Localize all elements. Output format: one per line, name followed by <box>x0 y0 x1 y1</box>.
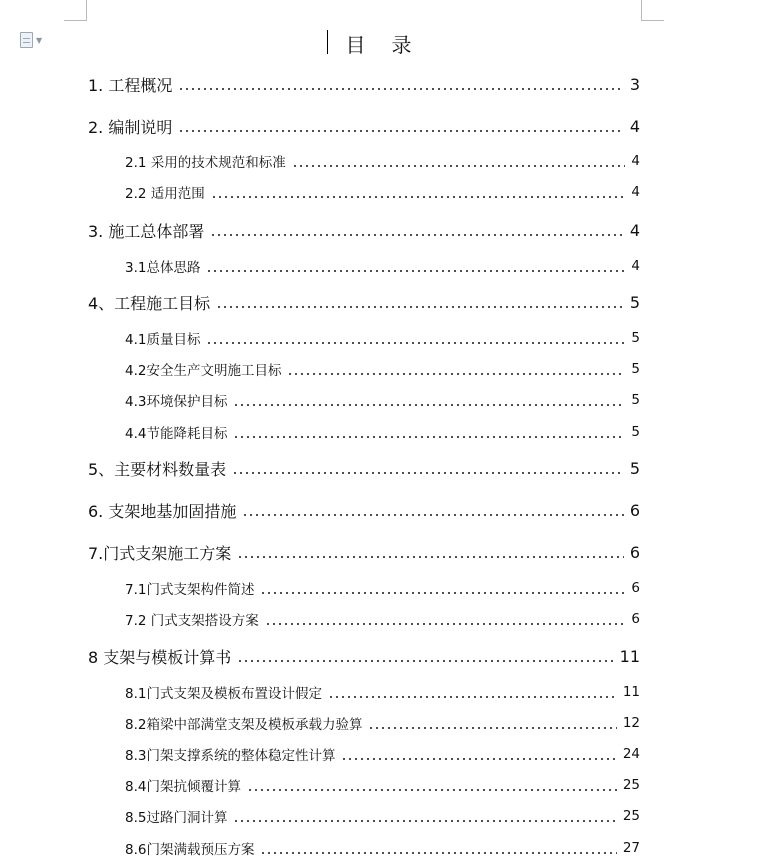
toc-entry-page-number: 4 <box>629 220 640 240</box>
toc-subentry[interactable] <box>0 711 757 735</box>
toc-entry-page-number: 12 <box>622 715 640 731</box>
toc-entry-page-number: 6 <box>631 580 640 596</box>
toc-entry-label: 8.5过路门洞计算 <box>125 810 228 826</box>
toc-entry-label: 2.2 适用范围 <box>125 186 205 202</box>
toc-subentry[interactable] <box>0 773 757 797</box>
toc-entry-label: 4.4节能降耗目标 <box>125 426 228 442</box>
toc-entry-page-number: 11 <box>622 684 640 700</box>
toc-subentry[interactable] <box>0 804 757 828</box>
toc-entry-page-number: 5 <box>629 292 640 312</box>
toc-entry[interactable] <box>0 72 757 96</box>
toc-entry-page-number: 5 <box>629 458 640 478</box>
toc-entry-label: 8.6门架满载预压方案 <box>125 842 255 858</box>
toc-entry-label: 1. 工程概况 <box>88 75 173 95</box>
toc-subentry[interactable] <box>0 836 757 860</box>
toc-entry[interactable] <box>0 290 757 314</box>
toc-leader-dots <box>206 270 625 272</box>
toc-entry-label: 3. 施工总体部署 <box>88 221 205 241</box>
toc-leader-dots <box>242 514 623 516</box>
toc-entry-label: 7.门式支架施工方案 <box>88 543 232 563</box>
toc-entry[interactable] <box>0 540 757 564</box>
toc-leader-dots <box>260 852 616 854</box>
toc-leader-dots <box>265 623 626 625</box>
toc-entry-label: 2.1 采用的技术规范和标准 <box>125 155 286 171</box>
toc-entry-label: 4、工程施工目标 <box>88 293 211 313</box>
toc-leader-dots <box>210 234 623 236</box>
toc-entry-label: 3.1总体思路 <box>125 260 201 276</box>
toc-entry-page-number: 4 <box>629 116 640 136</box>
toc-entry-label: 8 支架与模板计算书 <box>88 647 232 667</box>
toc-leader-dots <box>233 436 625 438</box>
toc-leader-dots <box>211 196 626 198</box>
toc-leader-dots <box>287 373 625 375</box>
toc-entry-page-number: 25 <box>622 808 640 824</box>
toc-title-char-2: 录 <box>391 33 412 57</box>
toc-title-char-1: 目 <box>345 33 366 57</box>
toc-entry-label: 4.2安全生产文明施工目标 <box>125 363 282 379</box>
toc-entry-label: 6. 支架地基加固措施 <box>88 501 237 521</box>
toc-entry[interactable] <box>0 456 757 480</box>
toc-leader-dots <box>368 727 616 729</box>
toc-subentry[interactable] <box>0 576 757 600</box>
toc-entry-label: 8.4门架抗倾覆计算 <box>125 779 241 795</box>
toc-entry-page-number: 3 <box>629 74 640 94</box>
toc-leader-dots <box>206 342 625 344</box>
toc-subentry[interactable] <box>0 742 757 766</box>
toc-leader-dots <box>247 789 617 791</box>
toc-entry-label: 8.1门式支架及模板布置设计假定 <box>125 686 322 702</box>
toc-entry-page-number: 5 <box>631 392 640 408</box>
toc-subentry[interactable] <box>0 420 757 444</box>
toc-leader-dots <box>178 88 623 90</box>
toc-leader-dots <box>232 472 624 474</box>
toc-leader-dots <box>260 592 625 594</box>
toc-leader-dots <box>233 404 625 406</box>
toc-entry-label: 7.1门式支架构件简述 <box>125 582 255 598</box>
toc-entry-label: 4.3环境保护目标 <box>125 394 228 410</box>
toc-subentry[interactable] <box>0 149 757 173</box>
toc-entry-page-number: 27 <box>622 840 640 856</box>
toc-entry-page-number: 5 <box>631 330 640 346</box>
toc-subentry[interactable] <box>0 388 757 412</box>
toc-leader-dots <box>237 660 613 662</box>
toc-leader-dots <box>341 758 616 760</box>
toc-subentry[interactable] <box>0 357 757 381</box>
page-corner-mark-top-right <box>641 0 664 21</box>
toc-entry-page-number: 4 <box>631 153 640 169</box>
toc-entry-label: 5、主要材料数量表 <box>88 459 227 479</box>
toc-leader-dots <box>328 696 617 698</box>
toc-subentry[interactable] <box>0 180 757 204</box>
toc-entry-label: 2. 编制说明 <box>88 117 173 137</box>
toc-subentry[interactable] <box>0 326 757 350</box>
toc-leader-dots <box>233 820 616 822</box>
toc-entry[interactable] <box>0 498 757 522</box>
toc-subentry[interactable] <box>0 607 757 631</box>
page-corner-mark-top-left <box>64 0 87 21</box>
toc-subentry[interactable] <box>0 254 757 278</box>
toc-entry-page-number: 6 <box>629 542 640 562</box>
toc-leader-dots <box>216 306 624 308</box>
toc-entry-page-number: 5 <box>631 361 640 377</box>
toc-entry-page-number: 4 <box>631 258 640 274</box>
toc-subentry[interactable] <box>0 680 757 704</box>
toc-leader-dots <box>292 165 626 167</box>
toc-entry[interactable] <box>0 218 757 242</box>
toc-title <box>0 29 757 58</box>
toc-entry-page-number: 6 <box>629 500 640 520</box>
toc-entry-label: 4.1质量目标 <box>125 332 201 348</box>
toc-entry-label: 7.2 门式支架搭设方案 <box>125 613 259 629</box>
toc-entry-page-number: 6 <box>631 611 640 627</box>
toc-entry-page-number: 5 <box>631 424 640 440</box>
toc-entry-page-number: 4 <box>631 184 640 200</box>
toc-entry-label: 8.3门架支撑系统的整体稳定性计算 <box>125 748 336 764</box>
toc-entry[interactable] <box>0 644 757 668</box>
chevron-down-icon: ▼ <box>36 35 43 45</box>
toc-entry-label: 8.2箱梁中部满堂支架及模板承载力验算 <box>125 717 363 733</box>
toc-leader-dots <box>178 130 623 132</box>
toc-entry-page-number: 25 <box>622 777 640 793</box>
toc-entry-page-number: 24 <box>622 746 640 762</box>
toc-entry-page-number: 11 <box>619 646 640 666</box>
toc-entry[interactable] <box>0 114 757 138</box>
toc-leader-dots <box>237 556 624 558</box>
